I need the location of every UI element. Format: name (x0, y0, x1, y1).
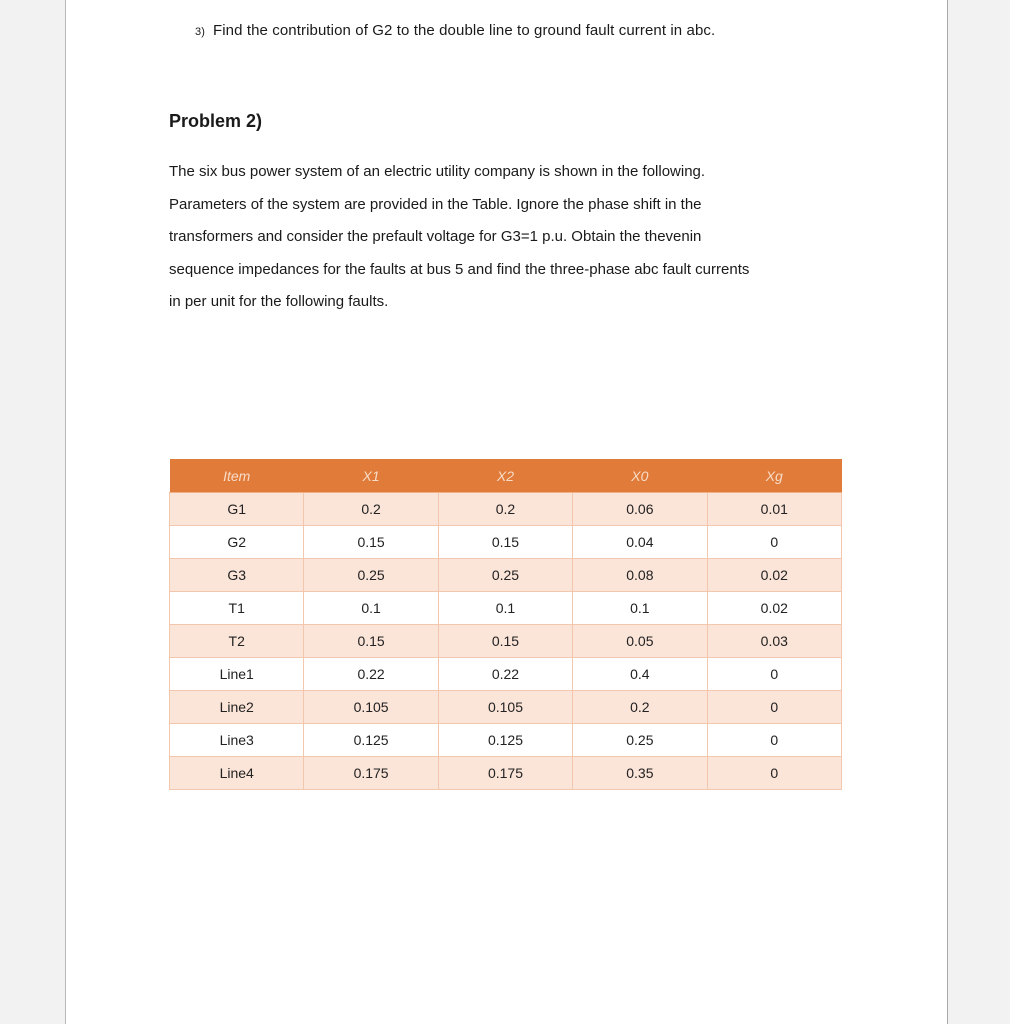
table-row (170, 658, 842, 691)
table-cell: 0.22 (438, 658, 572, 691)
table-cell: 0.25 (573, 724, 707, 757)
table-cell: 0.02 (707, 559, 841, 592)
table-cell: 0.04 (573, 526, 707, 559)
table-cell: 0.2 (438, 493, 572, 526)
table-cell: Line2 (170, 691, 304, 724)
table-row (170, 625, 842, 658)
table-cell: 0.15 (438, 625, 572, 658)
header-x0: X0 (573, 459, 707, 493)
header-xg: Xg (707, 459, 841, 493)
table-cell: 0.2 (304, 493, 438, 526)
parameters-table (169, 459, 842, 790)
table-cell: 0.175 (438, 757, 572, 790)
table-cell: 0.15 (438, 526, 572, 559)
table-cell: T1 (170, 592, 304, 625)
table-cell: 0.01 (707, 493, 841, 526)
table-cell: Line1 (170, 658, 304, 691)
problem-heading: Problem 2) (169, 111, 263, 131)
table-cell: 0.02 (707, 592, 841, 625)
paragraph-line: transformers and consider the prefault voltage for G3=1 p.u. Obtain the thevenin (169, 228, 702, 246)
header-item: Item (170, 459, 304, 493)
table-cell: 0.15 (304, 526, 438, 559)
table-row (170, 757, 842, 790)
table-cell: 0.25 (304, 559, 438, 592)
paragraph-line: sequence impedances for the faults at bus 5 and find the three-phase abc fault currents (169, 260, 750, 278)
table-cell: 0 (707, 757, 841, 790)
table-cell: 0.105 (438, 691, 572, 724)
table-cell: Line4 (170, 757, 304, 790)
table-row (170, 559, 842, 592)
table-cell: 0 (707, 658, 841, 691)
table-cell: 0.1 (573, 592, 707, 625)
table-cell: 0.05 (573, 625, 707, 658)
table-cell: 0.03 (707, 625, 841, 658)
table-cell: 0.06 (573, 493, 707, 526)
table-cell: 0.08 (573, 559, 707, 592)
table-row (170, 493, 842, 526)
paragraph-line: Parameters of the system are provided in the Table. Ignore the phase shift in the (169, 195, 702, 213)
table-cell: G3 (170, 559, 304, 592)
table-cell: 0 (707, 691, 841, 724)
table-row (170, 526, 842, 559)
table-cell: 0.175 (304, 757, 438, 790)
table-cell: 0.25 (438, 559, 572, 592)
table-cell: 0.1 (438, 592, 572, 625)
paragraph-line: in per unit for the following faults. (169, 293, 389, 311)
problem-paragraph (169, 156, 859, 319)
table-cell: 0.1 (304, 592, 438, 625)
table-cell: 0.2 (573, 691, 707, 724)
table-cell: 0.22 (304, 658, 438, 691)
question-text: Find the contribution of G2 to the double line to ground fault current in abc. (212, 22, 716, 39)
table-cell: Line3 (170, 724, 304, 757)
table-cell: G1 (170, 493, 304, 526)
table-row (170, 724, 842, 757)
table-row (170, 592, 842, 625)
table-row (170, 691, 842, 724)
table-cell: 0.4 (573, 658, 707, 691)
table-cell: 0.105 (304, 691, 438, 724)
table-cell: 0.125 (304, 724, 438, 757)
table-cell: G2 (170, 526, 304, 559)
table-cell: 0.15 (304, 625, 438, 658)
header-x1: X1 (304, 459, 438, 493)
header-x2: X2 (438, 459, 572, 493)
table-cell: 0 (707, 526, 841, 559)
table-cell: 0.125 (438, 724, 572, 757)
table-header-row (170, 459, 842, 493)
paragraph-line: The six bus power system of an electric utility company is shown in the following. (169, 163, 706, 180)
table-cell: 0 (707, 724, 841, 757)
question-3 (195, 22, 715, 39)
question-number: 3) (195, 26, 205, 38)
table-cell: 0.35 (573, 757, 707, 790)
table-cell: T2 (170, 625, 304, 658)
